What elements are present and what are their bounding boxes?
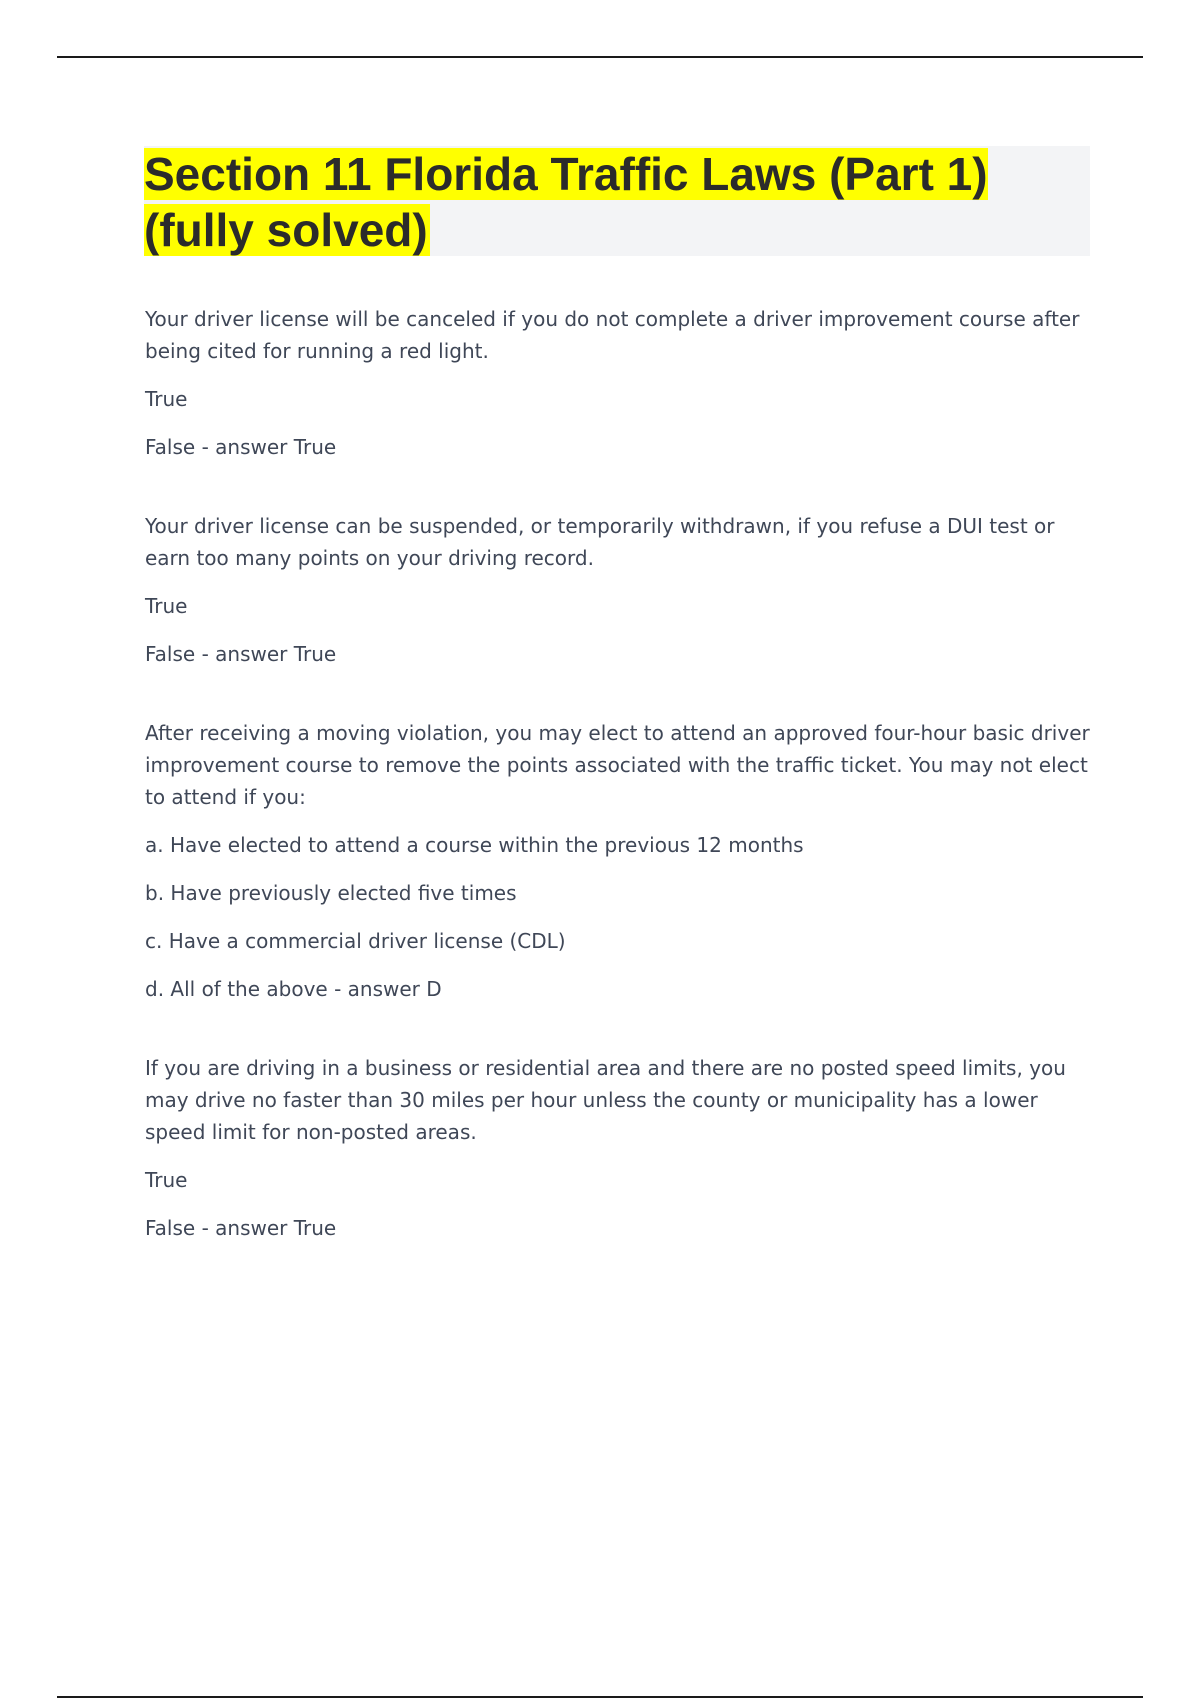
- answer-option: c. Have a commercial driver license (CDL): [145, 929, 566, 953]
- question-text: Your driver license can be suspended, or temporarily withdrawn, if you refuse a DUI test or earn too many points on your driving record.: [145, 514, 1055, 570]
- answer-option: False - answer True: [145, 1216, 337, 1240]
- top-rule: [57, 56, 1143, 58]
- title-block: [144, 146, 1090, 256]
- answer-option: False - answer True: [145, 642, 337, 666]
- document-title: [144, 146, 1090, 258]
- title-highlight: Section 11 Florida Traffic Laws (Part 1) (fully solved): [144, 148, 988, 256]
- answer-option: True: [145, 1168, 188, 1192]
- question-text: If you are driving in a business or residential area and there are no posted speed limits, you may drive no faster than 30 miles per hour unless the county or municipality has a lower speed limit for non-posted areas.: [145, 1056, 1066, 1144]
- question-text: After receiving a moving violation, you may elect to attend an approved four-hour basic driver improvement course to remove the points associated with the traffic ticket. You may not elect to attend if you:: [145, 721, 1090, 809]
- question-1: [145, 303, 1095, 463]
- answer-option: a. Have elected to attend a course within the previous 12 months: [145, 833, 804, 857]
- answer-option: True: [145, 594, 188, 618]
- question-3: [145, 717, 1095, 1005]
- question-text: Your driver license will be canceled if you do not complete a driver improvement course after being cited for running a red light.: [145, 307, 1080, 363]
- bottom-rule: [57, 1696, 1143, 1698]
- answer-option: b. Have previously elected five times: [145, 881, 517, 905]
- question-4: [145, 1052, 1095, 1244]
- answer-option: d. All of the above - answer D: [145, 977, 442, 1001]
- question-2: [145, 510, 1095, 670]
- answer-option: False - answer True: [145, 435, 337, 459]
- question-list: [145, 303, 1095, 1291]
- answer-option: True: [145, 387, 188, 411]
